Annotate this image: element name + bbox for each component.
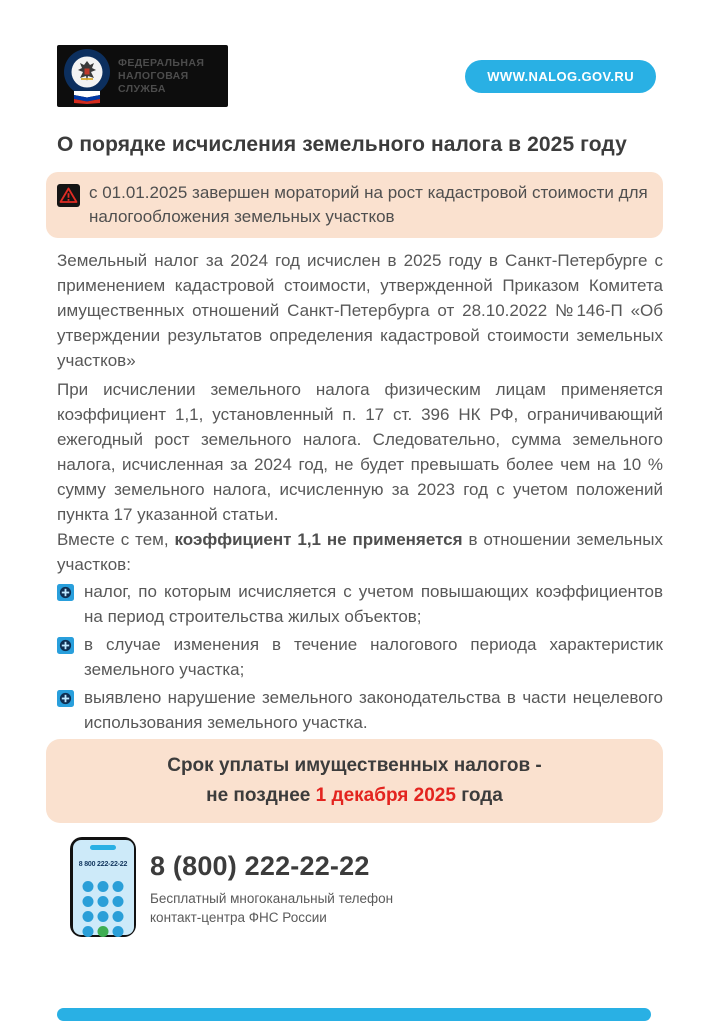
deadline-line1: Срок уплаты имущественных налогов - bbox=[167, 755, 542, 776]
payment-deadline-box bbox=[46, 739, 663, 823]
list-item-text: выявлено нарушение земельного законодательства в части нецелевого использования земельного участка. bbox=[84, 688, 663, 732]
p3-suffix: в отношении земельных участков: bbox=[57, 530, 663, 574]
hotline-desc-line1: Бесплатный многоканальный телефон bbox=[150, 891, 394, 906]
fns-logo-line1: ФЕДЕРАЛЬНАЯ bbox=[118, 56, 205, 69]
moratorium-alert-text: с 01.01.2025 завершен мораторий на рост кадастровой стоимости для налогообложения земельных участков bbox=[89, 183, 648, 226]
deadline-date: 1 декабря 2025 bbox=[315, 785, 456, 806]
plus-icon bbox=[57, 583, 74, 608]
paragraph-cadastral-value: Земельный налог за 2024 год исчислен в 2025 году в Санкт-Петербурге с применением кадастровой стоимости, утвержденной Приказом Комитета имущественных отношений Санкт-Петербурга от 28.10.2022 №146-П «Об утверждении результатов определения кадастровой стоимости земельных участков» bbox=[57, 251, 663, 370]
moratorium-alert-box bbox=[46, 172, 663, 238]
fns-logo bbox=[57, 45, 228, 107]
exceptions-list bbox=[57, 579, 663, 735]
footer-accent-bar bbox=[57, 1008, 651, 1021]
deadline-suffix: года bbox=[455, 785, 503, 806]
hotline-number: 8 (800) 222-22-22 bbox=[150, 851, 370, 881]
list-item bbox=[57, 579, 663, 629]
list-item bbox=[57, 632, 663, 682]
fns-emblem-icon bbox=[63, 48, 111, 104]
contact-section bbox=[70, 837, 663, 937]
p3-prefix: Вместе с тем, bbox=[57, 530, 175, 549]
hotline-description bbox=[150, 889, 393, 927]
plus-icon bbox=[57, 689, 74, 714]
header bbox=[0, 0, 709, 107]
tricolor-ribbon bbox=[74, 91, 100, 104]
fns-logo-text bbox=[118, 57, 222, 96]
list-item-text: налог, по которым исчисляется с учетом повышающих коэффициентов на период строительства жилых объектов; bbox=[84, 582, 663, 626]
deadline-prefix: не позднее bbox=[206, 785, 316, 806]
phone-icon bbox=[70, 837, 136, 937]
phone-speaker bbox=[90, 845, 116, 850]
contact-info bbox=[150, 847, 393, 927]
paragraph-coefficient-not-applied bbox=[57, 527, 663, 577]
website-button[interactable]: WWW.NALOG.GOV.RU bbox=[465, 60, 656, 93]
warning-icon bbox=[57, 184, 80, 212]
list-item bbox=[57, 685, 663, 735]
plus-icon bbox=[57, 636, 74, 661]
page-title: О порядке исчисления земельного налога в 2025 году bbox=[57, 133, 627, 156]
phone-keypad bbox=[83, 881, 124, 937]
hotline-desc-line2: контакт-центра ФНС России bbox=[150, 910, 327, 925]
fns-logo-line2: НАЛОГОВАЯ СЛУЖБА bbox=[118, 69, 189, 95]
paragraph-coefficient: При исчислении земельного налога физическим лицам применяется коэффициент 1,1, установленный п. 17 ст. 396 НК РФ, ограничивающий ежегодный рост земельного налога. Следовательно, сумма земельного налога, исчисленная за 2024 год, не будет превышать более чем на 10 % сумму земельного налога, исчисленную за 2023 год с учетом положений пункта 17 указанной статьи. bbox=[57, 380, 663, 524]
list-item-text: в случае изменения в течение налогового периода характеристик земельного участка; bbox=[84, 635, 663, 679]
phone-screen-number: 8 800 222-22-22 bbox=[78, 861, 128, 868]
p3-bold: коэффициент 1,1 не применяется bbox=[174, 530, 463, 549]
deadline-line2 bbox=[66, 781, 643, 811]
